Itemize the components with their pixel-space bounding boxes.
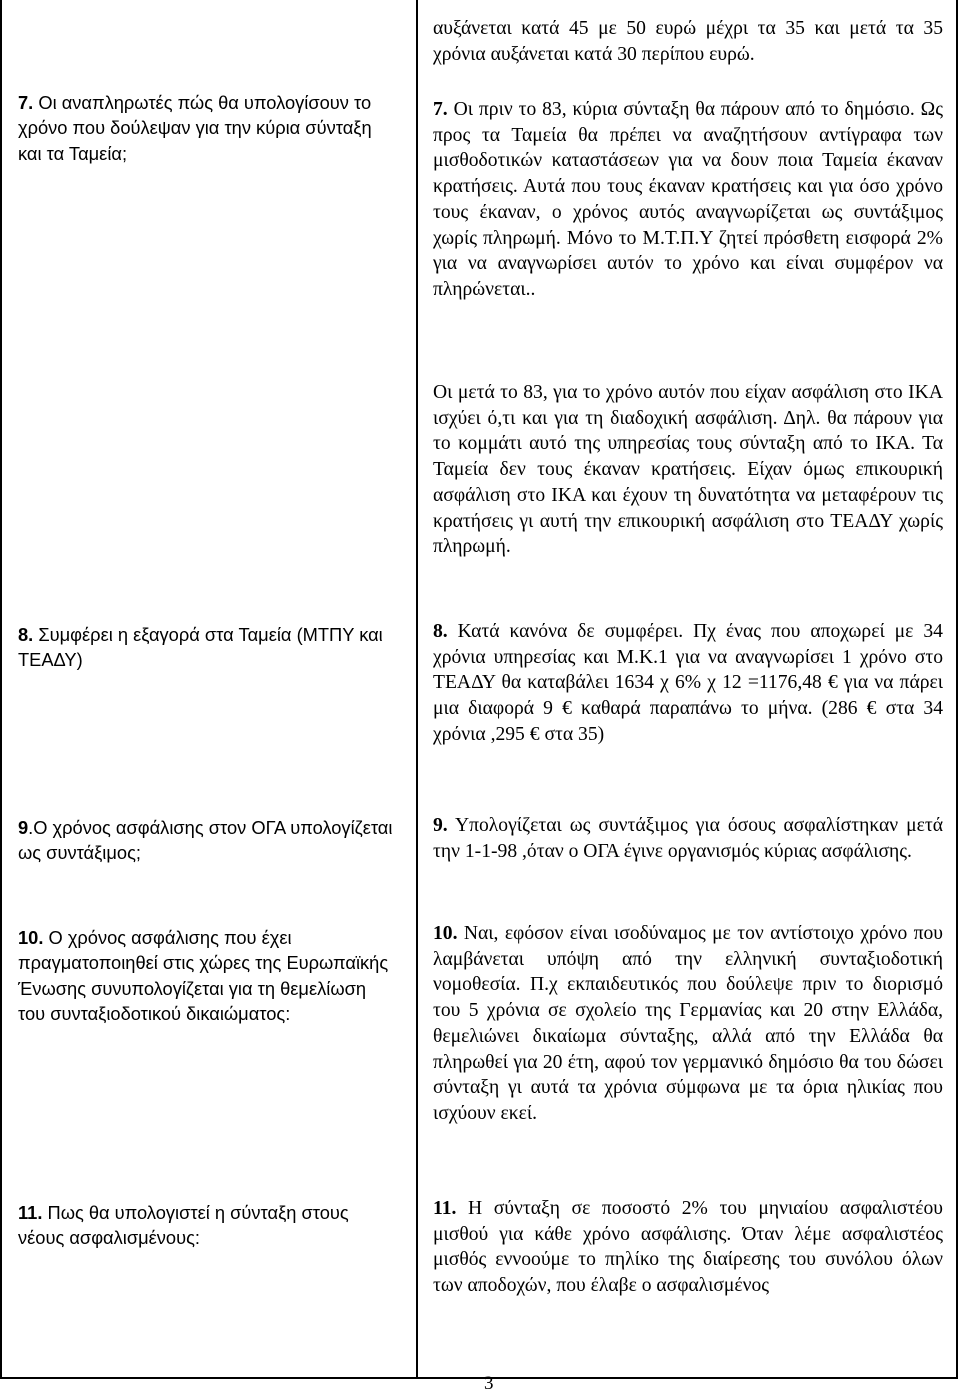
answer-number: 9. bbox=[433, 815, 448, 836]
question-text: Ο χρόνος ασφάλισης που έχει πραγματοποιηθεί στις χώρες της Ευρωπαϊκής Ένωσης συνυπολογίζεται για τη θεμελίωση του συνταξιοδοτικού δικαιώματος: bbox=[18, 927, 389, 1024]
question-11 bbox=[18, 1200, 396, 1251]
answer-text: Ναι, εφόσον είναι ισοδύναμος με τον αντίστοιχο χρόνο που λαμβάνεται υπόψη από την ελληνική συνταξιοδοτική νομοθεσία. Π.χ εκπαιδευτικός που δούλεψε πριν το διορισμό του 5 χρόνια σε σχολείο της Γερμανίας και 20 στην Ελλάδα, θεμελιώνει δικαίωμα σύνταξης, αλλά από την Ελλάδα θα πληρωθεί για 20 έτη, αφού τον γερμανικό δημόσιο θα του δώσει σύνταξη γι αυτά τα χρόνια σύμφωνα με τα όρια ηλικίας που ισχύουν εκεί. bbox=[433, 923, 944, 1124]
answer-number: 7. bbox=[433, 99, 448, 120]
answer-8 bbox=[433, 619, 943, 748]
page-number: 3 bbox=[484, 1373, 494, 1394]
answer-text: αυξάνεται κατά 45 με 50 ευρώ μέχρι τα 35 και μετά τα 35 χρόνια αυξάνεται κατά 30 περίπου ευρώ. bbox=[433, 18, 943, 65]
answer-text: Υπολογίζεται ως συντάξιμος για όσους ασφαλίστηκαν μετά την 1-1-98 ,όταν ο ΟΓΑ έγινε οργανισμός κύριας ασφάλισης. bbox=[433, 815, 944, 862]
question-number: 11. bbox=[18, 1202, 43, 1223]
column-divider bbox=[416, 0, 418, 1378]
question-number: 7. bbox=[18, 92, 34, 113]
answer-10 bbox=[433, 921, 943, 1127]
answer-text: Η σύνταξη σε ποσοστό 2% του μηνιαίου ασφαλιστέου μισθού για κάθε χρόνο ασφάλισης. Όταν λέμε ασφαλιστέος μισθός εννοούμε το πηλίκο της διαίρεσης του συνόλου όλων των αποδοχών, που έλαβε ο ασφαλισμένος bbox=[433, 1198, 943, 1297]
answer-continuation bbox=[433, 16, 943, 67]
question-7 bbox=[18, 90, 396, 166]
question-text: .Ο χρόνος ασφάλισης στον ΟΓΑ υπολογίζεται ως συντάξιμος; bbox=[18, 817, 393, 864]
answer-text: Οι πριν το 83, κύρια σύνταξη θα πάρουν από το δημόσιο. Ως προς τα Ταμεία θα πρέπει να αναζητήσουν αντίγραφα των μισθοδοτικών καταστάσεων για να δουν ποια Ταμεία έκαναν κρατήσεις. Αυτά που τους έκαναν κρατήσεις και για όσο χρόνο τους έκαναν, ο χρόνος αυτός αναγνωρίζεται ως συντάξιμος χωρίς πληρωμή. Μόνο το Μ.Τ.Π.Υ ζητεί πρόσθετη εισφορά 2% για να αναγνωρίσει αυτόν το χρόνο και είναι συμφέρον να πληρώνεται.. bbox=[433, 99, 943, 300]
question-number: 10. bbox=[18, 927, 44, 948]
answer-9 bbox=[433, 813, 943, 864]
question-9 bbox=[18, 815, 396, 866]
question-text: Πως θα υπολογιστεί η σύνταξη στους νέους ασφαλισμένους: bbox=[18, 1202, 349, 1249]
answer-number: 8. bbox=[433, 621, 448, 642]
question-8 bbox=[18, 622, 396, 673]
answer-7 bbox=[433, 97, 943, 303]
answer-7-paragraph-2 bbox=[433, 380, 943, 560]
answer-text: Κατά κανόνα δε συμφέρει. Πχ ένας που αποχωρεί με 34 χρόνια υπηρεσίας και Μ.Κ.1 για να αναγνωρίσει 1 χρόνο στο ΤΕΑΔΥ θα καταβάλει 1634 χ 6% χ 12 =1176,48 € για να πάρει μια διαφορά 9 € καθαρά παραπάνω το μήνα. (286 € στα 34 χρόνια ,295 € στα 35) bbox=[433, 621, 943, 745]
question-text: Συμφέρει η εξαγορά στα Ταμεία (ΜΤΠΥ και ΤΕΑΔΥ) bbox=[18, 624, 383, 671]
answer-number: 10. bbox=[433, 923, 458, 944]
answer-text: Οι μετά το 83, για το χρόνο αυτόν που είχαν ασφάλιση στο ΙΚΑ ισχύει ό,τι και για τη διαδοχική ασφάλιση. Δηλ. θα πάρουν για το κομμάτι αυτό της υπηρεσίας τους σύνταξη από το ΙΚΑ. Τα Ταμεία δεν τους έκαναν κρατήσεις. Είχαν όμως επικουρική ασφάλιση στο ΙΚΑ και έχουν τη δυνατότητα να μεταφέρουν τις κρατήσεις γι αυτή την επικουρική ασφάλιση στο ΤΕΑΔΥ χωρίς πληρωμή. bbox=[433, 382, 943, 558]
question-10 bbox=[18, 925, 396, 1026]
question-text: Οι αναπληρωτές πώς θα υπολογίσουν το χρόνο που δούλεψαν για την κύρια σύνταξη και τα Ταμεία; bbox=[18, 92, 372, 164]
answer-number: 11. bbox=[433, 1198, 457, 1219]
answer-11 bbox=[433, 1196, 943, 1299]
question-number: 9 bbox=[18, 817, 29, 838]
question-number: 8. bbox=[18, 624, 34, 645]
